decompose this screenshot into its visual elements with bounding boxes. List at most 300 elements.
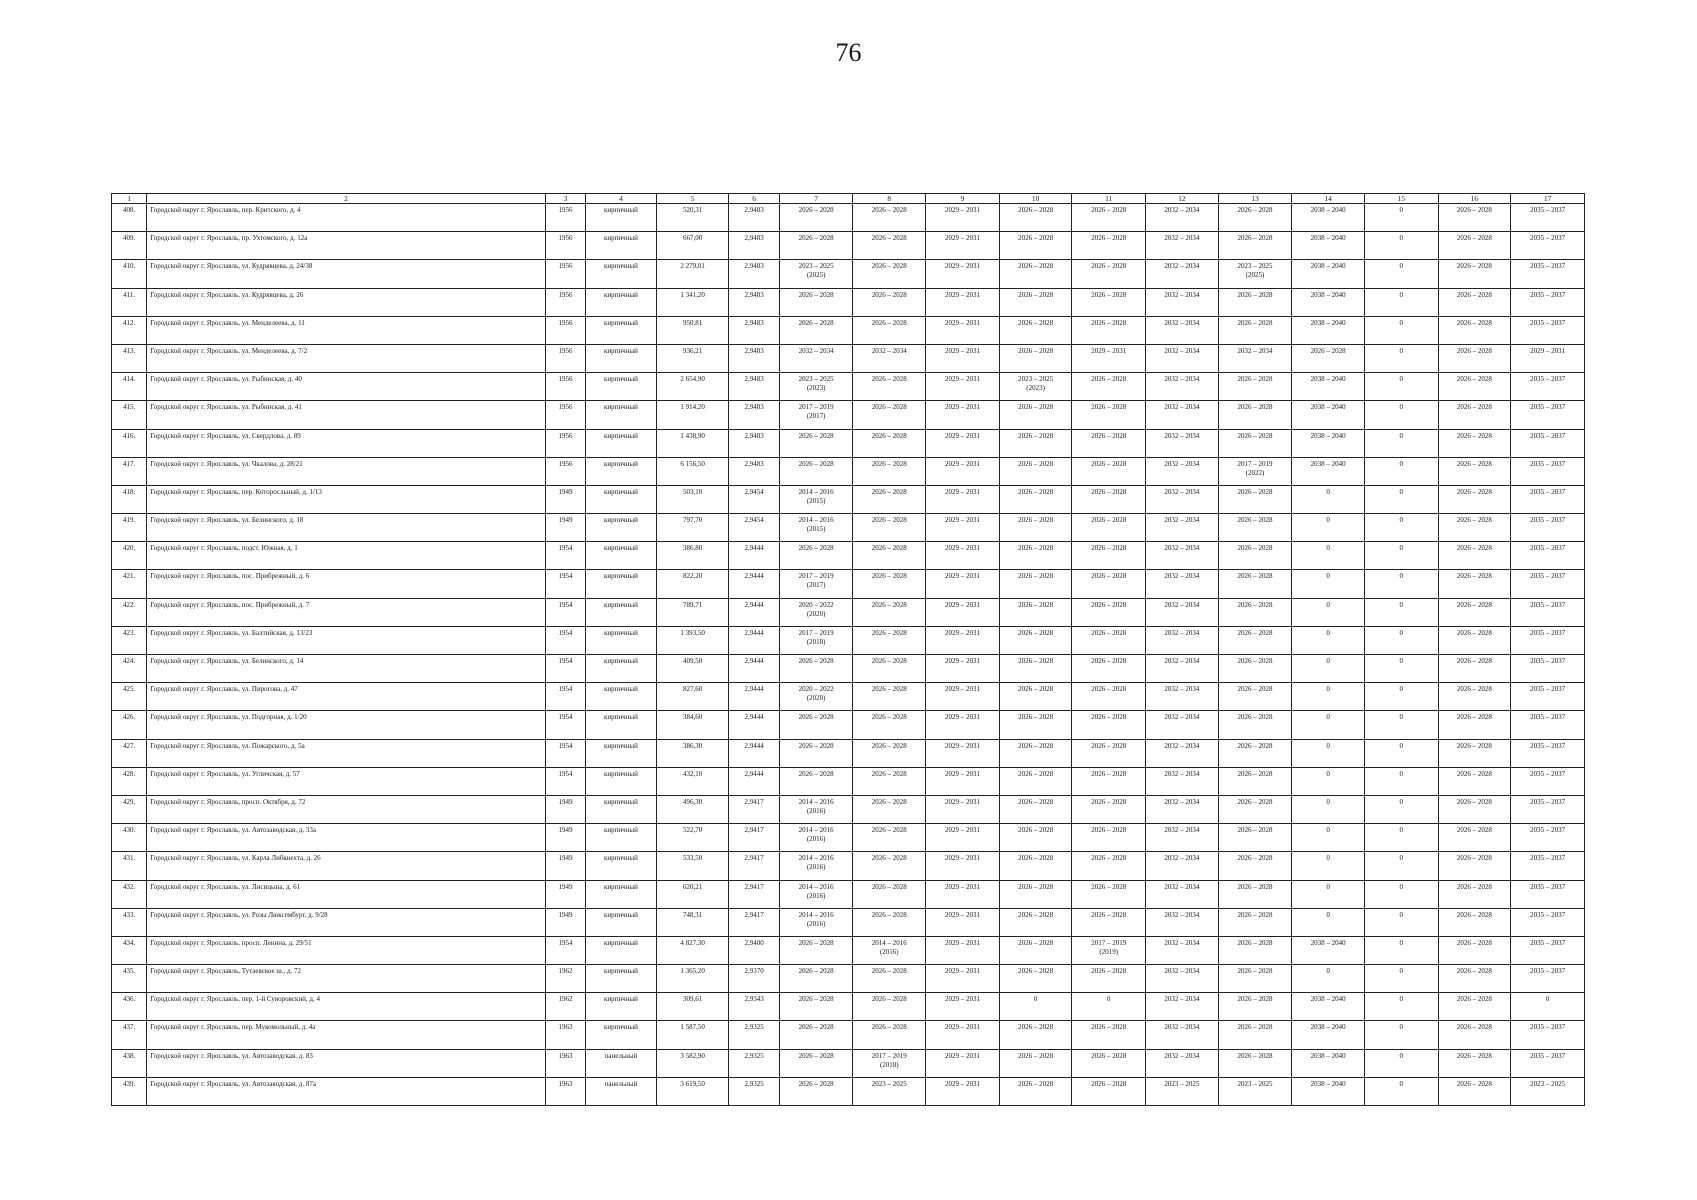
area-cell xyxy=(656,514,729,542)
coefficient-cell-value: 2,9325 xyxy=(744,1079,764,1088)
period-col-12-value: 2032 – 2034 xyxy=(1164,600,1200,609)
wall-material-cell xyxy=(586,401,657,429)
period-col-11 xyxy=(1072,965,1146,993)
coefficient-cell xyxy=(729,711,779,739)
period-col-12 xyxy=(1146,683,1219,711)
period-col-17-value: 2035 – 2037 xyxy=(1530,516,1566,525)
period-col-9 xyxy=(926,965,1000,993)
period-col-9 xyxy=(926,344,1000,372)
period-col-9 xyxy=(926,204,1000,232)
period-col-17-value: 2035 – 2037 xyxy=(1530,685,1566,694)
period-col-7-value: 2026 – 2028 xyxy=(798,1051,834,1060)
area-cell-value: 1 393,50 xyxy=(680,628,705,637)
period-col-7 xyxy=(779,683,853,711)
period-col-16 xyxy=(1438,824,1511,852)
period-col-7-value: 2020 – 2022 xyxy=(798,600,834,609)
period-col-16 xyxy=(1438,542,1511,570)
period-col-8 xyxy=(853,514,926,542)
coefficient-cell-value: 2,9343 xyxy=(744,995,764,1004)
period-col-14 xyxy=(1292,514,1365,542)
period-col-17 xyxy=(1511,655,1585,683)
period-col-10-value: 2026 – 2028 xyxy=(1018,797,1054,806)
table-row xyxy=(112,936,1585,964)
period-col-16 xyxy=(1438,1049,1511,1077)
period-col-8-value: 2026 – 2028 xyxy=(871,431,907,440)
period-col-13-actual-year: (2025) xyxy=(1245,271,1265,280)
area-cell xyxy=(656,542,729,570)
coefficient-cell xyxy=(729,570,779,598)
period-col-15-value: 0 xyxy=(1399,516,1404,525)
period-col-15 xyxy=(1364,993,1438,1021)
address-cell xyxy=(147,711,546,739)
period-col-11-value: 2026 – 2028 xyxy=(1091,600,1127,609)
period-col-15 xyxy=(1364,1077,1438,1105)
address-cell-value: Городской округ г. Ярославль, пер. Критского, д. 4 xyxy=(150,206,301,214)
period-col-9-value: 2029 – 2031 xyxy=(944,967,980,976)
address-cell xyxy=(147,739,546,767)
row-number xyxy=(112,795,147,823)
period-col-11 xyxy=(1072,232,1146,260)
wall-material-cell xyxy=(586,936,657,964)
period-col-8-value: 2017 – 2019 xyxy=(871,1051,907,1060)
row-number-value: 411. xyxy=(123,290,136,299)
period-col-15-value: 0 xyxy=(1399,290,1404,299)
coefficient-cell xyxy=(729,852,779,880)
period-col-14 xyxy=(1292,1021,1365,1049)
table-row xyxy=(112,767,1585,795)
period-col-17-value: 2035 – 2037 xyxy=(1530,262,1566,271)
row-number xyxy=(112,373,147,401)
area-cell xyxy=(656,795,729,823)
period-col-11-value: 2026 – 2028 xyxy=(1091,487,1127,496)
period-col-11 xyxy=(1072,767,1146,795)
period-col-12-value: 2032 – 2034 xyxy=(1164,995,1200,1004)
period-col-9-value: 2029 – 2031 xyxy=(944,995,980,1004)
coefficient-cell-value: 2,9417 xyxy=(744,910,764,919)
row-number-value: 429. xyxy=(123,797,136,806)
period-col-12-value: 2032 – 2034 xyxy=(1164,854,1200,863)
coefficient-cell xyxy=(729,908,779,936)
period-col-11-value: 2026 – 2028 xyxy=(1091,459,1127,468)
year-cell xyxy=(545,626,585,654)
period-col-12 xyxy=(1146,739,1219,767)
period-col-15-value: 0 xyxy=(1399,797,1404,806)
period-col-10 xyxy=(999,767,1072,795)
area-cell xyxy=(656,1077,729,1105)
period-col-9-value: 2029 – 2031 xyxy=(944,1051,980,1060)
period-col-15 xyxy=(1364,373,1438,401)
period-col-13 xyxy=(1218,204,1292,232)
period-col-12-value: 2032 – 2034 xyxy=(1164,1051,1200,1060)
year-cell xyxy=(545,852,585,880)
row-number-value: 436. xyxy=(123,995,136,1004)
row-number-value: 415. xyxy=(123,403,136,412)
period-col-12-value: 2032 – 2034 xyxy=(1164,741,1200,750)
period-col-13-value: 2026 – 2028 xyxy=(1237,290,1273,299)
period-col-8 xyxy=(853,373,926,401)
address-cell xyxy=(147,570,546,598)
row-number-value: 420. xyxy=(123,544,136,553)
period-col-17-value: 0 xyxy=(1545,995,1550,1004)
wall-material-cell-value: кирпичный xyxy=(604,431,638,440)
period-col-13-value: 2026 – 2028 xyxy=(1237,600,1273,609)
period-col-7-value: 2026 – 2028 xyxy=(798,234,834,243)
period-col-12-value: 2032 – 2034 xyxy=(1164,938,1200,947)
period-col-9-value: 2029 – 2031 xyxy=(944,769,980,778)
period-col-12 xyxy=(1146,232,1219,260)
year-cell-value: 1954 xyxy=(558,685,573,694)
period-col-11 xyxy=(1072,401,1146,429)
row-number xyxy=(112,288,147,316)
coefficient-cell-value: 2,9400 xyxy=(744,938,764,947)
period-col-10-value: 2026 – 2028 xyxy=(1018,1079,1054,1088)
period-col-7 xyxy=(779,852,853,880)
period-col-8 xyxy=(853,1049,926,1077)
period-col-16 xyxy=(1438,204,1511,232)
period-col-7 xyxy=(779,204,853,232)
period-col-9-value: 2029 – 2031 xyxy=(944,1023,980,1032)
table-row xyxy=(112,204,1585,232)
period-col-9-value: 2029 – 2031 xyxy=(944,797,980,806)
row-number xyxy=(112,260,147,288)
period-col-14 xyxy=(1292,767,1365,795)
year-cell-value: 1963 xyxy=(558,1079,573,1088)
period-col-15 xyxy=(1364,401,1438,429)
address-cell xyxy=(147,542,546,570)
period-col-13 xyxy=(1218,542,1292,570)
address-cell xyxy=(147,232,546,260)
coefficient-cell xyxy=(729,936,779,964)
row-number xyxy=(112,824,147,852)
period-col-17-value: 2035 – 2037 xyxy=(1530,459,1566,468)
area-cell xyxy=(656,880,729,908)
table-row xyxy=(112,1021,1585,1049)
period-col-8-value: 2026 – 2028 xyxy=(871,995,907,1004)
period-col-14-value: 2038 – 2040 xyxy=(1310,234,1346,243)
period-col-8 xyxy=(853,401,926,429)
period-col-12-value: 2032 – 2034 xyxy=(1164,206,1200,214)
coefficient-cell xyxy=(729,739,779,767)
period-col-8-value: 2026 – 2028 xyxy=(871,487,907,496)
period-col-13-value: 2026 – 2028 xyxy=(1237,403,1273,412)
period-col-17 xyxy=(1511,965,1585,993)
period-col-10 xyxy=(999,570,1072,598)
period-col-7-value: 2026 – 2028 xyxy=(798,938,834,947)
period-col-8 xyxy=(853,739,926,767)
address-cell xyxy=(147,626,546,654)
period-col-17 xyxy=(1511,485,1585,513)
period-col-9-value: 2029 – 2031 xyxy=(944,713,980,722)
period-col-16 xyxy=(1438,514,1511,542)
address-cell-value: Городской округ г. Ярославль, ул. Белинского, д. 14 xyxy=(150,657,304,665)
area-cell-value: 667,00 xyxy=(682,234,703,243)
period-col-14 xyxy=(1292,626,1365,654)
period-col-11 xyxy=(1072,288,1146,316)
period-col-13 xyxy=(1218,514,1292,542)
period-col-16-value: 2026 – 2028 xyxy=(1456,967,1492,976)
address-cell xyxy=(147,880,546,908)
year-cell xyxy=(545,288,585,316)
coefficient-cell xyxy=(729,401,779,429)
period-col-15-value: 0 xyxy=(1399,685,1404,694)
period-col-8 xyxy=(853,965,926,993)
year-cell xyxy=(545,373,585,401)
period-col-15 xyxy=(1364,316,1438,344)
wall-material-cell-value: кирпичный xyxy=(604,1023,638,1032)
period-col-15 xyxy=(1364,795,1438,823)
period-col-15 xyxy=(1364,514,1438,542)
coefficient-cell xyxy=(729,514,779,542)
period-col-12-value: 2032 – 2034 xyxy=(1164,967,1200,976)
period-col-9-value: 2029 – 2031 xyxy=(944,882,980,891)
column-header-5: 5 xyxy=(656,194,729,204)
year-cell xyxy=(545,767,585,795)
period-col-12 xyxy=(1146,852,1219,880)
coefficient-cell-value: 2,9444 xyxy=(744,685,764,694)
period-col-8-value: 2026 – 2028 xyxy=(871,318,907,327)
period-col-10-value: 2026 – 2028 xyxy=(1018,262,1054,271)
period-col-15-value: 0 xyxy=(1399,713,1404,722)
period-col-16-value: 2026 – 2028 xyxy=(1456,882,1492,891)
wall-material-cell-value: кирпичный xyxy=(604,910,638,919)
address-cell xyxy=(147,429,546,457)
row-number xyxy=(112,429,147,457)
period-col-10-value: 2026 – 2028 xyxy=(1018,1051,1054,1060)
header-row xyxy=(112,194,1585,204)
period-col-12 xyxy=(1146,880,1219,908)
period-col-17-value: 2035 – 2037 xyxy=(1530,206,1566,214)
period-col-10-value: 2026 – 2028 xyxy=(1018,403,1054,412)
row-number xyxy=(112,993,147,1021)
period-col-15-value: 0 xyxy=(1399,375,1404,384)
period-col-12 xyxy=(1146,204,1219,232)
year-cell xyxy=(545,655,585,683)
period-col-13-value: 2026 – 2028 xyxy=(1237,882,1273,891)
period-col-14 xyxy=(1292,204,1365,232)
period-col-15-value: 0 xyxy=(1399,600,1404,609)
period-col-11-value: 2026 – 2028 xyxy=(1091,1023,1127,1032)
period-col-11-value: 2026 – 2028 xyxy=(1091,769,1127,778)
period-col-16-value: 2026 – 2028 xyxy=(1456,206,1492,214)
wall-material-cell-value: кирпичный xyxy=(604,206,638,214)
period-col-16-value: 2026 – 2028 xyxy=(1456,234,1492,243)
row-number-value: 431. xyxy=(123,854,136,863)
period-col-15-value: 0 xyxy=(1399,403,1404,412)
period-col-8-value: 2026 – 2028 xyxy=(871,572,907,581)
period-col-13-value: 2023 – 2025 xyxy=(1237,262,1273,271)
period-col-11 xyxy=(1072,570,1146,598)
area-cell xyxy=(656,344,729,372)
period-col-12-value: 2032 – 2034 xyxy=(1164,882,1200,891)
period-col-8 xyxy=(853,852,926,880)
period-col-11-value: 2026 – 2028 xyxy=(1091,741,1127,750)
period-col-16 xyxy=(1438,767,1511,795)
coefficient-cell-value: 2,9483 xyxy=(744,459,764,468)
period-col-15 xyxy=(1364,344,1438,372)
period-col-12 xyxy=(1146,965,1219,993)
year-cell-value: 1956 xyxy=(558,375,573,384)
period-col-17-value: 2035 – 2037 xyxy=(1530,854,1566,863)
period-col-13-value: 2026 – 2028 xyxy=(1237,854,1273,863)
period-col-11-value: 2026 – 2028 xyxy=(1091,234,1127,243)
area-cell xyxy=(656,655,729,683)
period-col-16-value: 2026 – 2028 xyxy=(1456,346,1492,355)
period-col-13-value: 2026 – 2028 xyxy=(1237,487,1273,496)
period-col-17-value: 2035 – 2037 xyxy=(1530,882,1566,891)
period-col-13 xyxy=(1218,767,1292,795)
period-col-10 xyxy=(999,739,1072,767)
period-col-10-value: 2026 – 2028 xyxy=(1018,938,1054,947)
address-cell xyxy=(147,373,546,401)
period-col-12-value: 2032 – 2034 xyxy=(1164,431,1200,440)
wall-material-cell-value: кирпичный xyxy=(604,234,638,243)
period-col-13 xyxy=(1218,908,1292,936)
period-col-13-value: 2026 – 2028 xyxy=(1237,1023,1273,1032)
period-col-9 xyxy=(926,260,1000,288)
area-cell-value: 936,21 xyxy=(682,346,703,355)
period-col-7-actual-year: (2016) xyxy=(806,891,826,900)
period-col-8-value: 2026 – 2028 xyxy=(871,375,907,384)
period-col-9 xyxy=(926,1021,1000,1049)
address-cell-value: Городской округ г. Ярославль, ул. Кудрявцева, д. 26 xyxy=(150,290,304,299)
year-cell-value: 1954 xyxy=(558,741,573,750)
area-cell-value: 503,10 xyxy=(682,487,703,496)
period-col-10 xyxy=(999,204,1072,232)
period-col-12 xyxy=(1146,429,1219,457)
period-col-7-value: 2026 – 2028 xyxy=(798,206,834,214)
period-col-9 xyxy=(926,655,1000,683)
period-col-12 xyxy=(1146,993,1219,1021)
period-col-15-value: 0 xyxy=(1399,346,1404,355)
period-col-10 xyxy=(999,824,1072,852)
period-col-15-value: 0 xyxy=(1399,544,1404,553)
area-cell-value: 384,60 xyxy=(682,713,703,722)
coefficient-cell-value: 2,9325 xyxy=(744,1051,764,1060)
wall-material-cell xyxy=(586,485,657,513)
period-col-10 xyxy=(999,429,1072,457)
wall-material-cell-value: панельный xyxy=(604,1079,638,1088)
period-col-15-value: 0 xyxy=(1399,657,1404,665)
period-col-17 xyxy=(1511,795,1585,823)
table-row xyxy=(112,542,1585,570)
period-col-16 xyxy=(1438,260,1511,288)
period-col-10-value: 2026 – 2028 xyxy=(1018,741,1054,750)
period-col-14-value: 0 xyxy=(1326,797,1330,806)
period-col-7 xyxy=(779,260,853,288)
period-col-7 xyxy=(779,936,853,964)
period-col-13 xyxy=(1218,401,1292,429)
period-col-12-value: 2032 – 2034 xyxy=(1164,516,1200,525)
period-col-7-actual-year: (2017) xyxy=(806,581,826,590)
period-col-8 xyxy=(853,429,926,457)
wall-material-cell-value: кирпичный xyxy=(604,346,638,355)
period-col-9 xyxy=(926,993,1000,1021)
area-cell xyxy=(656,204,729,232)
coefficient-cell-value: 2,9483 xyxy=(744,375,764,384)
period-col-7-value: 2026 – 2028 xyxy=(798,1023,834,1032)
period-col-8 xyxy=(853,570,926,598)
period-col-17-value: 2035 – 2037 xyxy=(1530,572,1566,581)
period-col-12-value: 2032 – 2034 xyxy=(1164,1023,1200,1032)
period-col-13 xyxy=(1218,936,1292,964)
wall-material-cell xyxy=(586,767,657,795)
year-cell-value: 1954 xyxy=(558,769,573,778)
row-number xyxy=(112,344,147,372)
period-col-8 xyxy=(853,260,926,288)
period-col-14 xyxy=(1292,344,1365,372)
period-col-17 xyxy=(1511,908,1585,936)
period-col-15 xyxy=(1364,232,1438,260)
period-col-16 xyxy=(1438,908,1511,936)
period-col-12-value: 2032 – 2034 xyxy=(1164,769,1200,778)
period-col-14 xyxy=(1292,683,1365,711)
period-col-9-value: 2029 – 2031 xyxy=(944,431,980,440)
period-col-9 xyxy=(926,767,1000,795)
area-cell xyxy=(656,739,729,767)
period-col-12-value: 2032 – 2034 xyxy=(1164,375,1200,384)
period-col-7-value: 2014 – 2016 xyxy=(798,826,834,835)
period-col-11 xyxy=(1072,1049,1146,1077)
column-header-6: 6 xyxy=(729,194,779,204)
period-col-16-value: 2026 – 2028 xyxy=(1456,854,1492,863)
period-col-10 xyxy=(999,542,1072,570)
coefficient-cell-value: 2,9417 xyxy=(744,854,764,863)
period-col-13-value: 2026 – 2028 xyxy=(1237,967,1273,976)
address-cell-value: Городской округ г. Ярославль, ул. Пирогова, д. 47 xyxy=(150,685,298,694)
area-cell-value: 386,30 xyxy=(682,741,703,750)
table-row xyxy=(112,232,1585,260)
row-number xyxy=(112,711,147,739)
period-col-7 xyxy=(779,598,853,626)
column-header-12: 12 xyxy=(1146,194,1219,204)
table-row xyxy=(112,1077,1585,1105)
period-col-13-value: 2026 – 2028 xyxy=(1237,826,1273,835)
wall-material-cell-value: кирпичный xyxy=(604,375,638,384)
period-col-7-actual-year: (2020) xyxy=(806,609,826,618)
table-row xyxy=(112,795,1585,823)
period-col-8-value: 2026 – 2028 xyxy=(871,1023,907,1032)
period-col-12 xyxy=(1146,655,1219,683)
period-col-10 xyxy=(999,232,1072,260)
period-col-7-actual-year: (2018) xyxy=(806,637,826,646)
period-col-9 xyxy=(926,485,1000,513)
period-col-7 xyxy=(779,514,853,542)
capital-repair-table xyxy=(111,193,1585,1106)
period-col-16 xyxy=(1438,401,1511,429)
period-col-9 xyxy=(926,1049,1000,1077)
period-col-16-value: 2026 – 2028 xyxy=(1456,375,1492,384)
wall-material-cell xyxy=(586,373,657,401)
row-number-value: 425. xyxy=(123,685,136,694)
period-col-9-value: 2029 – 2031 xyxy=(944,290,980,299)
period-col-13-value: 2026 – 2028 xyxy=(1237,995,1273,1004)
period-col-14 xyxy=(1292,965,1365,993)
period-col-15-value: 0 xyxy=(1399,1079,1404,1088)
address-cell-value: Городской округ г. Ярославль, ул. Рыбинская, д. 41 xyxy=(150,403,302,412)
row-number xyxy=(112,683,147,711)
period-col-7 xyxy=(779,485,853,513)
coefficient-cell xyxy=(729,429,779,457)
period-col-17 xyxy=(1511,288,1585,316)
period-col-11-value: 2026 – 2028 xyxy=(1091,516,1127,525)
period-col-7 xyxy=(779,1021,853,1049)
period-col-10-value: 2026 – 2028 xyxy=(1018,346,1054,355)
period-col-8-value: 2026 – 2028 xyxy=(871,797,907,806)
period-col-8-value: 2026 – 2028 xyxy=(871,290,907,299)
wall-material-cell-value: кирпичный xyxy=(604,544,638,553)
wall-material-cell-value: кирпичный xyxy=(604,600,638,609)
period-col-8-value: 2026 – 2028 xyxy=(871,459,907,468)
